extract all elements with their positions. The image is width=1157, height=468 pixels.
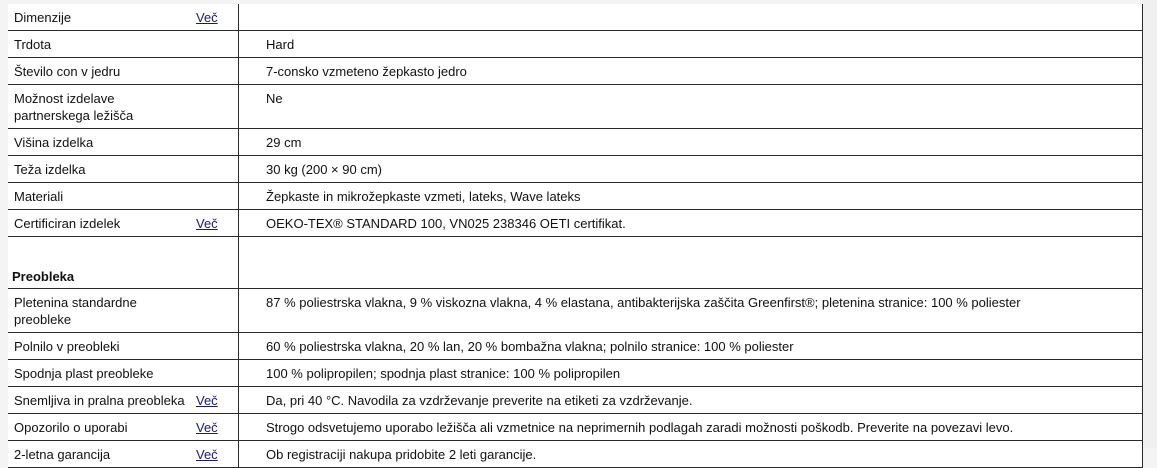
spec-body (8, 4, 1143, 468)
spec-value: Ob registraciji nakupa pridobite 2 leti garancije. (239, 441, 1143, 468)
spec-row (8, 129, 1143, 156)
spec-value: OEKO-TEX® STANDARD 100, VN025 238346 OETI certifikat. (239, 210, 1143, 237)
spec-row (8, 210, 1143, 237)
more-cell (196, 85, 239, 129)
spec-row (8, 387, 1143, 414)
page-edge (1143, 0, 1157, 448)
spec-label: Teža izdelka (8, 156, 196, 183)
spec-label: Možnost izdelave partnerskega ležišča (8, 85, 196, 129)
section-header-row (8, 237, 1143, 289)
more-cell (196, 156, 239, 183)
spec-row (8, 360, 1143, 387)
more-cell (196, 333, 239, 360)
spec-label: 2-letna garancija (8, 441, 196, 468)
spec-label: Materiali (8, 183, 196, 210)
spec-value: Ne (239, 85, 1143, 129)
spec-value: 7-consko vzmeteno žepkasto jedro (239, 58, 1143, 85)
spec-value: Žepkaste in mikrožepkaste vzmeti, lateks, Wave lateks (239, 183, 1143, 210)
more-cell (196, 58, 239, 85)
more-link[interactable]: Več (196, 216, 218, 231)
section-title: Preobleka (8, 237, 196, 289)
spec-row (8, 333, 1143, 360)
more-cell (196, 31, 239, 58)
more-link[interactable]: Več (196, 447, 218, 462)
spec-label: Trdota (8, 31, 196, 58)
spec-value: Hard (239, 31, 1143, 58)
more-cell (196, 129, 239, 156)
spec-row (8, 58, 1143, 85)
more-link[interactable]: Več (196, 393, 218, 408)
spec-row (8, 31, 1143, 58)
more-cell (196, 183, 239, 210)
section-more-cell (196, 237, 239, 289)
spec-value: 60 % poliestrska vlakna, 20 % lan, 20 % bombažna vlakna; polnilo stranice: 100 % poliester (239, 333, 1143, 360)
spec-value: Da, pri 40 °C. Navodila za vzdrževanje preverite na etiketi za vzdrževanje. (239, 387, 1143, 414)
spec-label: Pletenina standardne preobleke (8, 289, 196, 333)
spec-value: 87 % poliestrska vlakna, 9 % viskozna vlakna, 4 % elastana, antibakterijska zaščita Greenfirst®; pletenina stranice: 100 % poliester (239, 289, 1143, 333)
more-link[interactable]: Več (196, 420, 218, 435)
spec-label: Dimenzije (8, 4, 196, 31)
spec-label: Spodnja plast preobleke (8, 360, 196, 387)
spec-row (8, 4, 1143, 31)
more-cell (196, 289, 239, 333)
spec-value: 29 cm (239, 129, 1143, 156)
spec-label: Certificiran izdelek (8, 210, 196, 237)
spec-row (8, 183, 1143, 210)
section-value-cell (239, 237, 1143, 289)
spec-row (8, 289, 1143, 333)
more-cell (196, 387, 239, 414)
spec-row (8, 85, 1143, 129)
more-cell (196, 360, 239, 387)
more-link[interactable]: Več (196, 10, 218, 25)
spec-value: 30 kg (200 × 90 cm) (239, 156, 1143, 183)
spec-value: Strogo odsvetujemo uporabo ležišča ali vzmetnice na neprimernih podlagah zaradi možnosti poškodb. Preverite na povezavi levo. (239, 414, 1143, 441)
spec-value (239, 4, 1143, 31)
product-spec-table (8, 4, 1143, 468)
spec-row (8, 156, 1143, 183)
spec-label: Višina izdelka (8, 129, 196, 156)
more-cell (196, 210, 239, 237)
more-cell (196, 414, 239, 441)
spec-label: Število con v jedru (8, 58, 196, 85)
spec-label: Polnilo v preobleki (8, 333, 196, 360)
spec-row (8, 414, 1143, 441)
more-cell (196, 441, 239, 468)
spec-value: 100 % polipropilen; spodnja plast stranice: 100 % polipropilen (239, 360, 1143, 387)
spec-row (8, 441, 1143, 468)
spec-label: Opozorilo o uporabi (8, 414, 196, 441)
more-cell (196, 4, 239, 31)
spec-label: Snemljiva in pralna preobleka (8, 387, 196, 414)
